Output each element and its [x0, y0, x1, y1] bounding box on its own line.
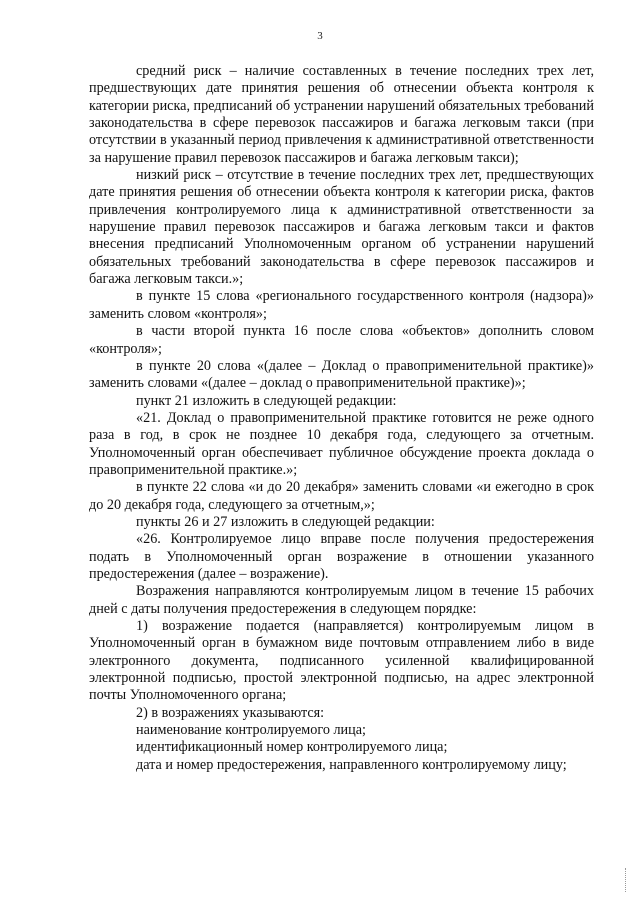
paragraph: средний риск – наличие составленных в течение последних трех лет, предшествующих дате принятия решения об отнесении объекта контроля к категории риска, предписаний об устранении нарушений обязательных требований законодательства в сфере перевозок пассажиров и багажа легковым такси (при отсутствии в указанный период привлечения к административной ответственности за нарушение правил перевозок пассажиров и багажа легковым такси); — [89, 63, 594, 166]
paragraph: 1) возражение подается (направляется) контролируемым лицом в Уполномоченный орган в бумажном виде почтовым отправлением либо в виде электронного документа, подписанного усиленной квалифицированной электронной подписью, простой электронной подписью, на адрес электронной почты Уполномоченного органа; — [89, 618, 594, 704]
paragraph: в части второй пункта 16 после слова «объектов» дополнить словом «контроля»; — [89, 323, 594, 357]
paragraph: в пункте 20 слова «(далее – Доклад о правоприменительной практике)» заменить словами «(далее – доклад о правоприменительной практике)»; — [89, 357, 594, 392]
paragraph: Возражения направляются контролируемым лицом в течение 15 рабочих дней с даты получения предостережения в следующем порядке: — [89, 583, 594, 617]
paragraph: «26. Контролируемое лицо вправе после получения предостережения подать в Уполномоченный орган возражение в отношении указанного предостережения (далее – возражение). — [89, 531, 594, 582]
scan-edge-mark — [625, 868, 632, 892]
paragraph: дата и номер предостережения, направленного контролируемому лицу; — [136, 756, 567, 773]
paragraph: пункт 21 изложить в следующей редакции: — [136, 392, 397, 409]
paragraph: наименование контролируемого лица; — [136, 722, 366, 739]
paragraph: идентификационный номер контролируемого лица; — [136, 739, 448, 756]
paragraph: в пункте 15 слова «регионального государственного контроля (надзора)» заменить словом «контроля»; — [89, 288, 594, 322]
paragraph: 2) в возражениях указываются: — [136, 704, 325, 721]
document-body — [89, 63, 594, 774]
page-number: 3 — [317, 30, 323, 42]
paragraph: «21. Доклад о правоприменительной практике готовится не реже одного раза в год, в срок не позднее 10 декабря года, следующего за отчетным. Уполномоченный орган обеспечивает публичное обсуждение проекта доклада о правоприменительной практике.»; — [89, 409, 594, 478]
paragraph: низкий риск – отсутствие в течение последних трех лет, предшествующих дате принятия решения об отнесении объекта контроля к категории риска, фактов привлечения контролируемого лица к административной ответственности за нарушение правил перевозок пассажиров и багажа легковым такси и фактов внесения предписаний Уполномоченным органом об устранении нарушений обязательных требований законодательства в сфере перевозок пассажиров и багажа легковым такси.»; — [89, 167, 594, 288]
paragraph: пункты 26 и 27 изложить в следующей редакции: — [136, 513, 435, 530]
paragraph: в пункте 22 слова «и до 20 декабря» заменить словами «и ежегодно в срок до 20 декабря года, следующего за отчетным,»; — [89, 479, 594, 513]
